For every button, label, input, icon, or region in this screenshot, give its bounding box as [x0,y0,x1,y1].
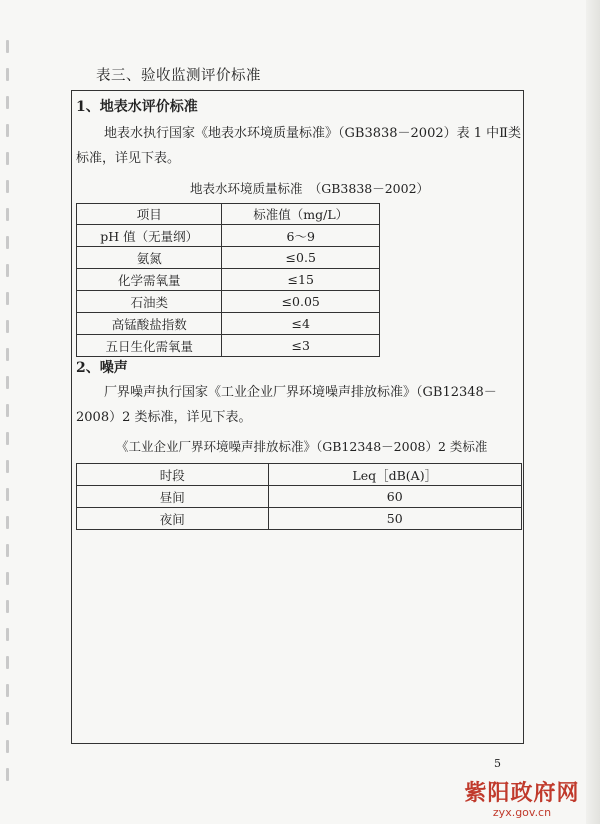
limit-cell: 60 [268,486,521,508]
table-header-row [77,464,522,486]
column-header: Leq［dB(A)］ [268,464,521,486]
table-row [77,225,380,247]
table-row [77,269,380,291]
parameter-cell: 氨氮 [77,247,222,269]
table-row [77,486,522,508]
watermark-title: 紫阳政府网 [464,781,580,806]
surface-water-heading: 1、地表水评价标准 [76,99,198,115]
value-cell: 6～9 [222,225,380,247]
binding-holes [6,0,14,824]
noise-heading: 2、噪声 [76,360,128,376]
surface-water-paragraph-text: 地表水执行国家《地表水环境质量标准》（GB3838－2002）表 1 中Ⅱ类标准，详见下表。 [76,126,521,166]
noise-table-caption: 《工业企业厂界环境噪声排放标准》（GB12348－2008）2 类标准 [116,439,488,454]
value-cell: ≤3 [222,335,380,357]
limit-cell: 50 [268,508,521,530]
surface-water-table-caption: 地表水环境质量标准 （GB3838－2002） [190,181,430,196]
value-cell: ≤0.05 [222,291,380,313]
surface-water-paragraph [76,121,522,171]
table-row [77,508,522,530]
parameter-cell: 高锰酸盐指数 [77,313,222,335]
noise-paragraph [76,380,522,430]
noise-paragraph-text: 厂界噪声执行国家《工业企业厂界环境噪声排放标准》（GB12348－2008）2 类标准，详见下表。 [76,385,497,425]
table-row [77,291,380,313]
standards-frame [71,90,524,744]
noise-table [76,463,522,530]
table-row [77,313,380,335]
parameter-cell: 化学需氧量 [77,269,222,291]
table-row [77,247,380,269]
document-title: 表三、验收监测评价标准 [96,68,261,84]
surface-water-table [76,203,380,357]
parameter-cell: pH 值（无量纲） [77,225,222,247]
page-edge [586,0,600,824]
parameter-cell: 五日生化需氧量 [77,335,222,357]
page-number: 5 [494,757,501,770]
column-header: 时段 [77,464,269,486]
table-row [77,335,380,357]
value-cell: ≤0.5 [222,247,380,269]
column-header: 标准值（mg/L） [222,204,380,225]
site-watermark [452,776,592,819]
value-cell: ≤15 [222,269,380,291]
parameter-cell: 石油类 [77,291,222,313]
period-cell: 昼间 [77,486,269,508]
period-cell: 夜间 [77,508,269,530]
table-header-row [77,204,380,225]
watermark-url: zyx.gov.cn [492,806,552,819]
value-cell: ≤4 [222,313,380,335]
column-header: 项目 [77,204,222,225]
